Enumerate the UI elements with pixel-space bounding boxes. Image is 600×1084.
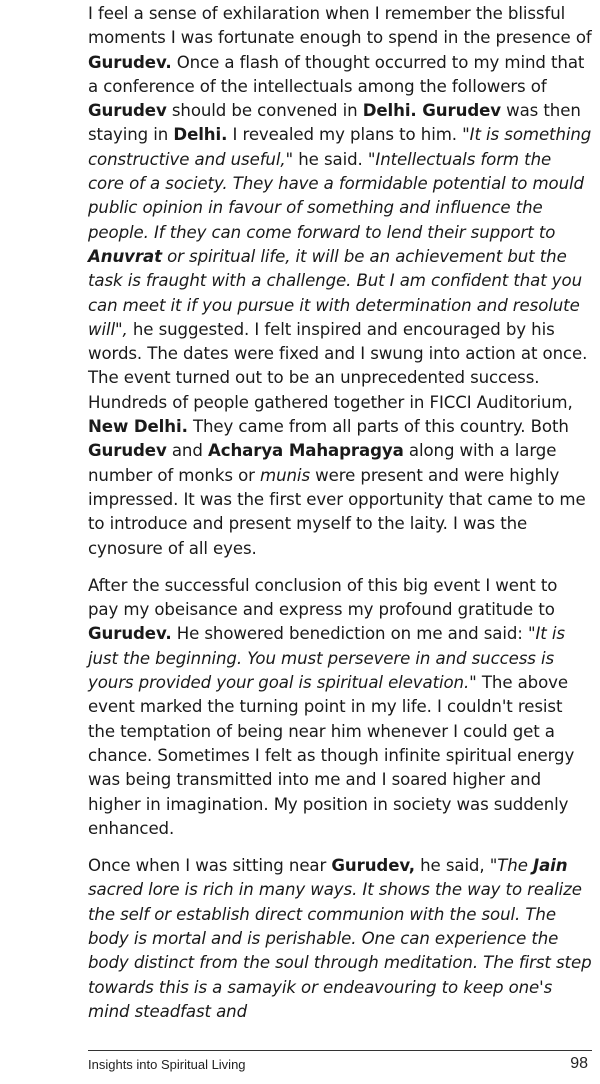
text-run: he said, — [414, 856, 490, 876]
italic-quote: "It is something constructive and useful," — [88, 125, 592, 169]
bold-text: Gurudev — [88, 101, 167, 121]
paragraph-2 — [88, 574, 592, 841]
bold-text: Acharya Mahapragya — [207, 441, 404, 461]
italic-quote: "It is just the beginning. You must persevere in and success is yours provided your goal is spiritual elevation." — [88, 624, 565, 693]
paragraph-1 — [88, 2, 592, 561]
text-run: along with a large number of monks or — [88, 441, 557, 485]
text-run: he suggested. I felt inspired and encouraged by his words. The dates were fixed and I swung into action at once. The event turned out to be an unprecedented success. Hundreds of people gathered together in FICCI Auditorium, — [88, 319, 588, 412]
bold-text: Gurudev — [88, 441, 167, 461]
bold-text: New Delhi. — [88, 417, 188, 437]
text-run: They came from all parts of this country. Both — [187, 417, 569, 437]
text-run: I revealed my plans to him. — [227, 125, 463, 145]
text-run: were present and were highly impressed. It was the first ever opportunity that came to me to introduce and present myself to the laity. I was the cynosure of all eyes. — [88, 465, 586, 558]
text-run: The above event marked the turning point in my life. I couldn't resist the temptation of being near him whenever I could get a chance. Sometimes I felt as though infinite spiritual energy was being transmitted into me and I soared higher and higher in imagination. My position in society was suddenly enhanced. — [88, 673, 575, 838]
text-run: should be convened in — [166, 101, 363, 121]
text-run: After the successful conclusion of this big event I went to pay my obeisance and express my profound gratitude to — [88, 575, 558, 620]
bold-text: Delhi. Gurudev — [362, 101, 501, 121]
italic-quote: sacred lore is rich in many ways. It shows the way to realize the self or establish direct communion with the soul. The body is mortal and is perishable. One can experience the body distinct from the soul through meditation. The first step towards this is a samayik or endeavouring to keep one's mind steadfast and — [88, 880, 592, 1021]
text-run: he said. — [293, 149, 368, 169]
text-run: Once when I was sitting near — [88, 856, 332, 876]
paragraph-3 — [88, 854, 592, 1024]
bold-italic-term: Anuvrat — [88, 246, 162, 266]
text-run: was then staying in — [88, 101, 581, 145]
page-body — [88, 2, 592, 1024]
italic-quote: or spiritual life, it will be an achievement but the task is fraught with a challenge. But I am confident that you can meet it if you pursue it with determination and resolute will", — [88, 246, 582, 339]
text-run: He showered benediction on me and said: — [171, 624, 528, 644]
page-footer — [88, 1050, 592, 1072]
italic-quote: "The — [489, 856, 534, 876]
text-run: and — [166, 441, 208, 461]
italic-quote: "Intellectuals form the core of a society. They have a formidable potential to mould public opinion in favour of something and influence the people. If they can come forward to lend their support to — [88, 149, 584, 242]
bold-text: Gurudev. — [88, 624, 172, 644]
italic-quote: munis — [260, 465, 310, 485]
bold-text: Gurudev, — [331, 856, 415, 876]
footer-book-title: Insights into Spiritual Living — [88, 1057, 246, 1072]
bold-text: Gurudev. — [88, 52, 172, 72]
footer-page-number: 98 — [570, 1055, 588, 1072]
text-run: I feel a sense of exhilaration when I remember the blissful moments I was fortunate enough to spend in the presence of — [88, 4, 592, 48]
bold-italic-term: Jain — [533, 856, 568, 876]
text-run: Once a flash of thought occurred to my mind that a conference of the intellectuals among the followers of — [88, 52, 585, 96]
bold-text: Delhi. — [173, 125, 228, 145]
